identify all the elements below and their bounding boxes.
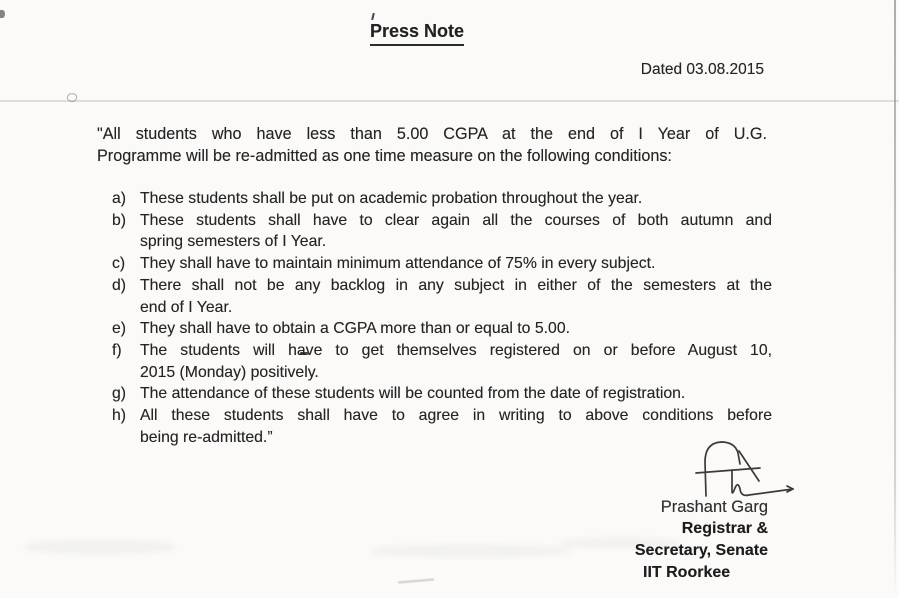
condition-text-line: These students shall be put on academic probation throughout the year. — [140, 190, 643, 207]
condition-text-line: They shall have to obtain a CGPA more than or equal to 5.00. — [140, 320, 570, 338]
condition-text — [140, 318, 772, 340]
scan-page-edge-line — [894, 0, 896, 598]
intro-line: Programme will be re-admitted as one time measure on the following conditions: — [97, 146, 672, 165]
condition-text-line: being re-admitted.” — [140, 428, 273, 446]
condition-text — [140, 275, 772, 318]
page-title: Press Note — [370, 21, 464, 46]
condition-text — [140, 340, 772, 383]
signatory-designation: Registrar & — [681, 520, 768, 537]
scan-pencil-mark — [398, 578, 434, 583]
condition-label: d) — [112, 276, 127, 294]
condition-item — [112, 210, 772, 253]
condition-text-line: All these students shall have to agree in writing to above conditions before — [140, 407, 772, 425]
scan-speck — [66, 92, 78, 104]
signatory-designation: Secretary, Senate — [634, 542, 768, 559]
signatory-institute: IIT Roorkee — [643, 564, 731, 581]
scan-horizontal-line — [0, 100, 899, 102]
condition-text — [140, 253, 772, 275]
condition-text — [140, 383, 772, 405]
condition-item — [112, 318, 772, 340]
signatory-name: Prashant Garg — [660, 498, 768, 516]
intro-paragraph — [97, 124, 767, 167]
condition-text-line: spring semesters of I Year. — [140, 233, 327, 251]
scan-corner-mark — [0, 10, 5, 18]
conditions-list — [112, 188, 772, 448]
condition-text — [140, 210, 772, 253]
condition-label: g) — [112, 385, 127, 403]
condition-text — [140, 188, 772, 210]
condition-item — [112, 405, 772, 448]
condition-item — [112, 253, 772, 275]
condition-text-line: There shall not be any backlog in any subject in either of the semesters at the — [140, 276, 772, 294]
condition-label: e) — [112, 320, 127, 338]
condition-label: f) — [112, 341, 122, 359]
condition-text-line: The attendance of these students will be counted from the date of registration. — [140, 385, 686, 403]
condition-label: b) — [112, 211, 127, 229]
condition-item — [112, 340, 772, 383]
signature-icon — [694, 438, 806, 504]
scan-tick-mark — [371, 13, 375, 20]
condition-label: c) — [112, 255, 126, 273]
condition-label: a) — [112, 190, 127, 207]
scan-smudge — [370, 545, 570, 557]
date-line: Dated 03.08.2015 — [640, 61, 764, 78]
condition-text-line: They shall have to maintain minimum attendance of 75% in every subject. — [140, 255, 656, 273]
condition-item — [112, 383, 772, 405]
intro-line: "All students who have less than 5.00 CGPA at the end of I Year of U.G. — [97, 125, 767, 143]
condition-text-line: 2015 (Monday) positively. — [140, 363, 319, 381]
condition-item — [112, 188, 772, 210]
condition-item — [112, 275, 772, 318]
condition-text-line: end of I Year. — [140, 298, 233, 316]
condition-text — [140, 405, 772, 448]
scan-smudge — [25, 540, 175, 554]
condition-text-line: The students will have to get themselves registered on or before August 10, — [140, 341, 772, 359]
condition-label: h) — [112, 407, 127, 425]
condition-text-line: These students shall have to clear again all the courses of both autumn and — [140, 211, 772, 229]
